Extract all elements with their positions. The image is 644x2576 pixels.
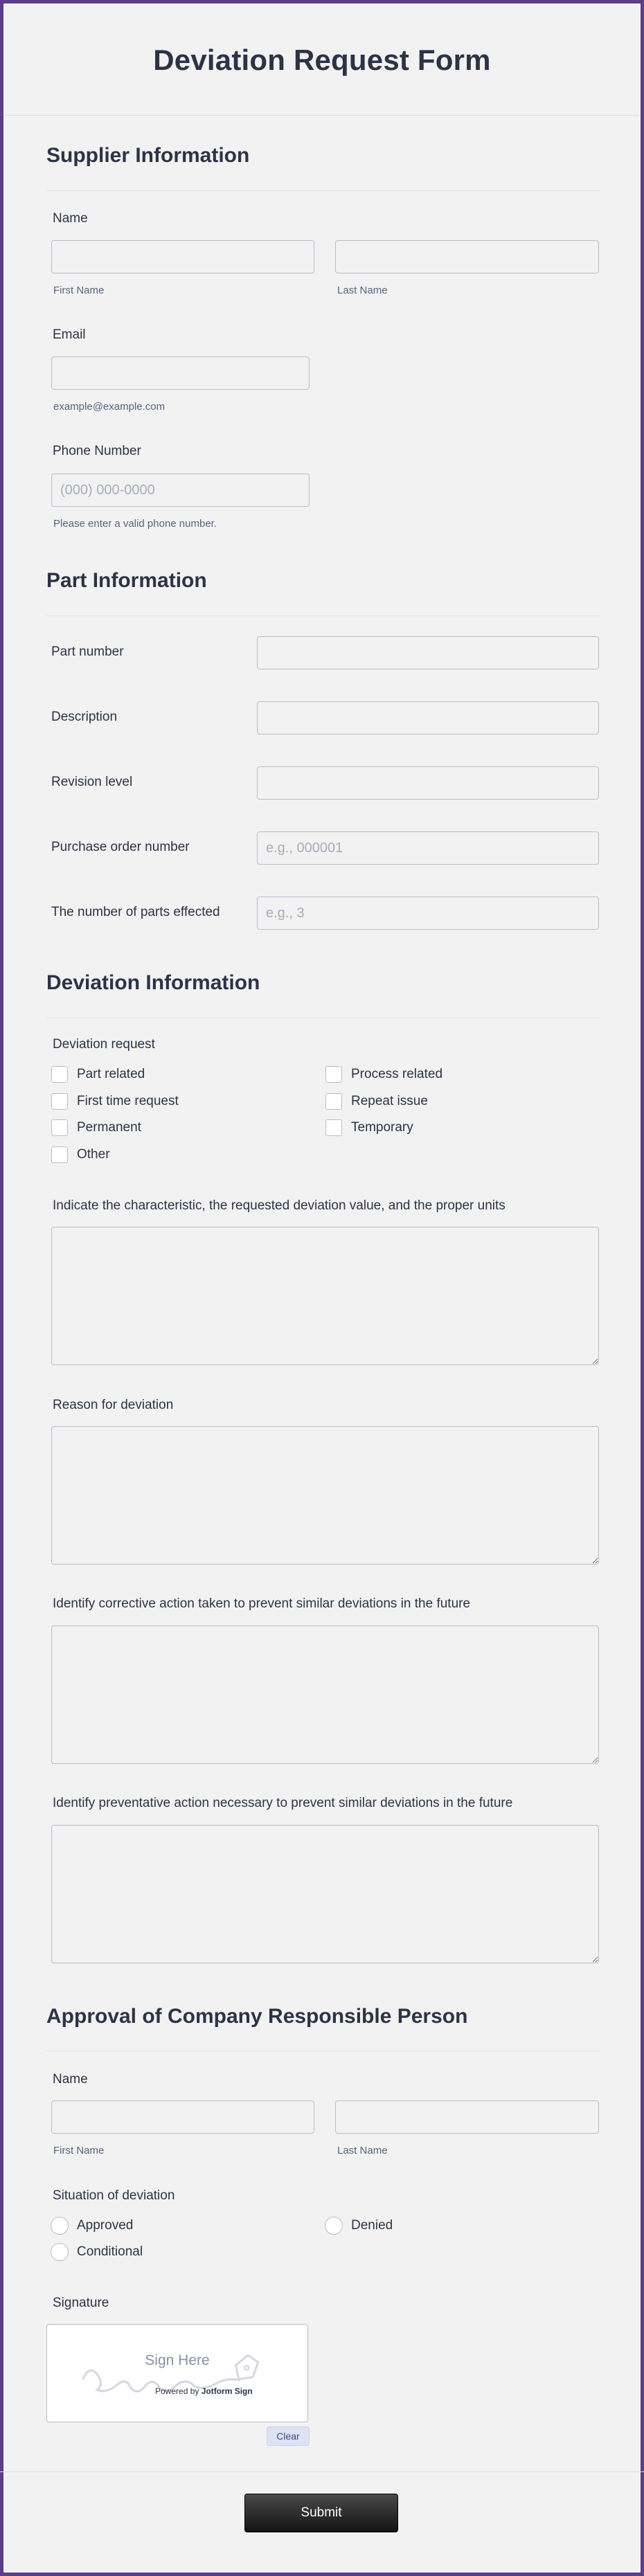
preventative-action-textarea[interactable] bbox=[51, 1825, 599, 1963]
purchase-order-input[interactable] bbox=[257, 831, 599, 865]
footer-divider bbox=[0, 2471, 644, 2472]
option-first-time-request-label: First time request bbox=[77, 1094, 179, 1108]
revision-level-label: Revision level bbox=[51, 775, 133, 789]
approval-last-name-input[interactable] bbox=[335, 2100, 599, 2134]
supplier-last-name-sublabel: Last Name bbox=[337, 285, 388, 296]
signature-label: Signature bbox=[53, 2296, 109, 2310]
submit-button[interactable]: Submit bbox=[244, 2494, 398, 2532]
radio-approved[interactable] bbox=[51, 2217, 69, 2235]
powered-by-prefix: Powered by bbox=[155, 2386, 199, 2396]
checkbox-process-related[interactable] bbox=[325, 1066, 342, 1083]
section-divider bbox=[46, 190, 600, 191]
description-label: Description bbox=[51, 710, 118, 724]
radio-denied-label: Denied bbox=[351, 2218, 393, 2233]
preventative-action-label: Identify preventative action necessary to prevent similar deviations in the future bbox=[53, 1796, 513, 1810]
corrective-action-label: Identify corrective action taken to prevent similar deviations in the future bbox=[53, 1596, 471, 1611]
signature-scribble-icon bbox=[47, 2325, 309, 2423]
radio-conditional-label: Conditional bbox=[77, 2244, 143, 2259]
section-title-approval: Approval of Company Responsible Person bbox=[46, 2005, 468, 2028]
approval-last-name-sublabel: Last Name bbox=[337, 2145, 388, 2156]
purchase-order-label: Purchase order number bbox=[51, 840, 190, 854]
checkbox-first-time-request[interactable] bbox=[51, 1093, 68, 1110]
description-input[interactable] bbox=[257, 701, 599, 735]
approval-first-name-input[interactable] bbox=[51, 2100, 314, 2134]
supplier-email-input[interactable] bbox=[51, 357, 310, 390]
form-header bbox=[5, 5, 639, 116]
radio-approved-label: Approved bbox=[77, 2218, 134, 2233]
option-permanent-label: Permanent bbox=[77, 1120, 141, 1135]
option-repeat-issue-label: Repeat issue bbox=[351, 1094, 428, 1108]
supplier-email-sublabel: example@example.com bbox=[53, 401, 166, 413]
powered-by-brand: Jotform Sign bbox=[201, 2386, 253, 2396]
deviation-request-label: Deviation request bbox=[53, 1037, 155, 1052]
checkbox-other[interactable] bbox=[51, 1146, 68, 1163]
checkbox-permanent[interactable] bbox=[51, 1119, 68, 1136]
signature-clear-button[interactable]: Clear bbox=[267, 2426, 310, 2446]
situation-label: Situation of deviation bbox=[53, 2188, 175, 2203]
form-title: Deviation Request Form bbox=[153, 43, 491, 76]
corrective-action-textarea[interactable] bbox=[51, 1625, 599, 1764]
section-title-deviation: Deviation Information bbox=[46, 971, 260, 994]
supplier-phone-label: Phone Number bbox=[53, 444, 141, 458]
section-title-part: Part Information bbox=[46, 569, 207, 592]
supplier-name-label: Name bbox=[53, 211, 88, 226]
checkbox-repeat-issue[interactable] bbox=[325, 1093, 342, 1110]
parts-count-input[interactable] bbox=[257, 897, 599, 930]
option-process-related-label: Process related bbox=[351, 1067, 443, 1081]
supplier-first-name-sublabel: First Name bbox=[53, 285, 105, 296]
parts-count-label: The number of parts effected bbox=[51, 905, 220, 919]
supplier-email-label: Email bbox=[53, 327, 86, 342]
supplier-last-name-input[interactable] bbox=[335, 240, 599, 273]
section-title-supplier: Supplier Information bbox=[46, 144, 250, 167]
approval-first-name-sublabel: First Name bbox=[53, 2145, 105, 2156]
section-divider bbox=[46, 615, 600, 616]
option-other-label: Other bbox=[77, 1147, 110, 1162]
option-part-related-label: Part related bbox=[77, 1067, 145, 1081]
option-temporary-label: Temporary bbox=[351, 1120, 413, 1135]
checkbox-part-related[interactable] bbox=[51, 1066, 68, 1083]
sign-here-text: Sign Here bbox=[145, 2352, 210, 2368]
reason-label: Reason for deviation bbox=[53, 1398, 174, 1412]
part-number-label: Part number bbox=[51, 645, 124, 659]
characteristic-label: Indicate the characteristic, the requested deviation value, and the proper units bbox=[53, 1198, 506, 1213]
supplier-phone-sublabel: Please enter a valid phone number. bbox=[53, 518, 217, 530]
supplier-first-name-input[interactable] bbox=[51, 240, 314, 273]
part-number-input[interactable] bbox=[257, 636, 599, 669]
supplier-phone-input[interactable] bbox=[51, 474, 310, 507]
radio-conditional[interactable] bbox=[51, 2243, 69, 2261]
reason-textarea[interactable] bbox=[51, 1426, 599, 1565]
checkbox-temporary[interactable] bbox=[325, 1119, 342, 1136]
revision-level-input[interactable] bbox=[257, 766, 599, 800]
radio-denied[interactable] bbox=[325, 2217, 343, 2235]
characteristic-textarea[interactable] bbox=[51, 1227, 599, 1365]
signature-pad[interactable] bbox=[46, 2324, 308, 2422]
approval-name-label: Name bbox=[53, 2072, 88, 2087]
powered-by-text bbox=[155, 2386, 253, 2396]
